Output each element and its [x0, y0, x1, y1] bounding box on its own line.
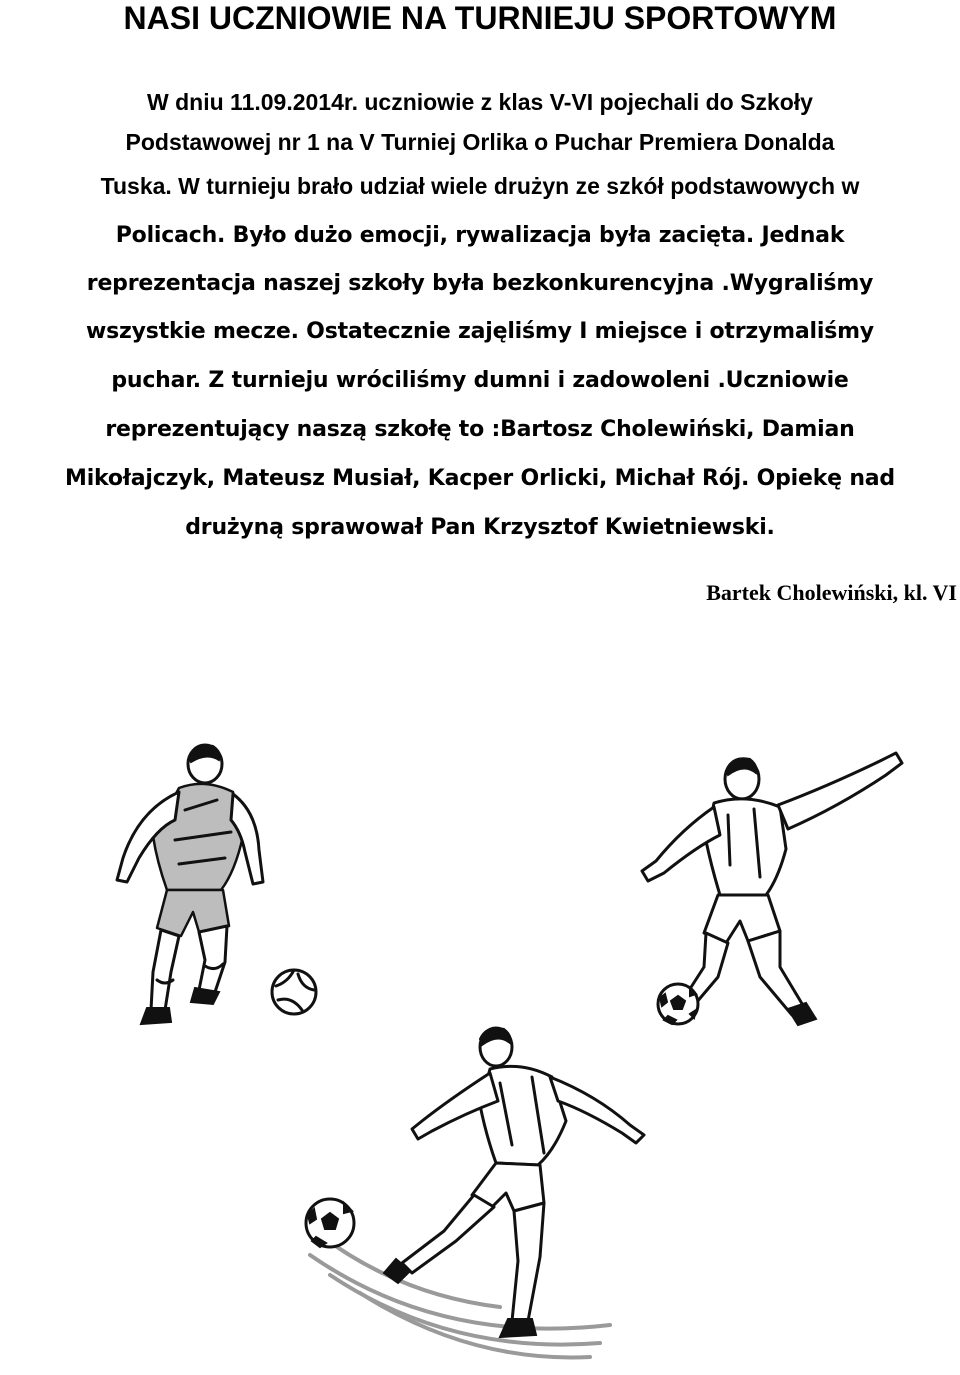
article-line-7: puchar. Z turnieju wróciliśmy dumni i zadowoleni .Uczniowie — [111, 368, 849, 393]
soccer-ball-icon — [268, 966, 320, 1023]
article-title: NASI UCZNIOWIE NA TURNIEJU SPORTOWYM — [123, 0, 837, 36]
soccer-ball-icon — [300, 1193, 360, 1258]
article-line-1: W dniu 11.09.2014r. uczniowie z klas V-VI pojechali do Szkoły — [147, 89, 813, 115]
article-line-8: reprezentujący naszą szkołę to :Bartosz Cholewiński, Damian — [105, 417, 855, 442]
article-line-4: Policach. Było dużo emocji, rywalizacja była zacięta. Jednak — [115, 223, 845, 248]
article-line-5: reprezentacja naszej szkoły była bezkonkurencyjna .Wygraliśmy — [86, 271, 874, 296]
soccer-ball-icon — [654, 980, 702, 1033]
article-line-9: Mikołajczyk, Mateusz Musiał, Kacper Orlicki, Michał Rój. Opiekę nad — [65, 466, 895, 491]
article-line-3: Tuska. W turnieju brało udział wiele drużyn ze szkół podstawowych w — [100, 173, 860, 199]
article-line-2: Podstawowej nr 1 na V Turniej Orlika o Puchar Premiera Donalda — [125, 129, 835, 155]
article-author: Bartek Cholewiński, kl. VI — [706, 580, 957, 605]
article-line-6: wszystkie mecze. Ostatecznie zajęliśmy I miejsce i otrzymaliśmy — [86, 319, 874, 344]
article-line-10: drużyną sprawował Pan Krzysztof Kwietniewski. — [185, 515, 775, 540]
